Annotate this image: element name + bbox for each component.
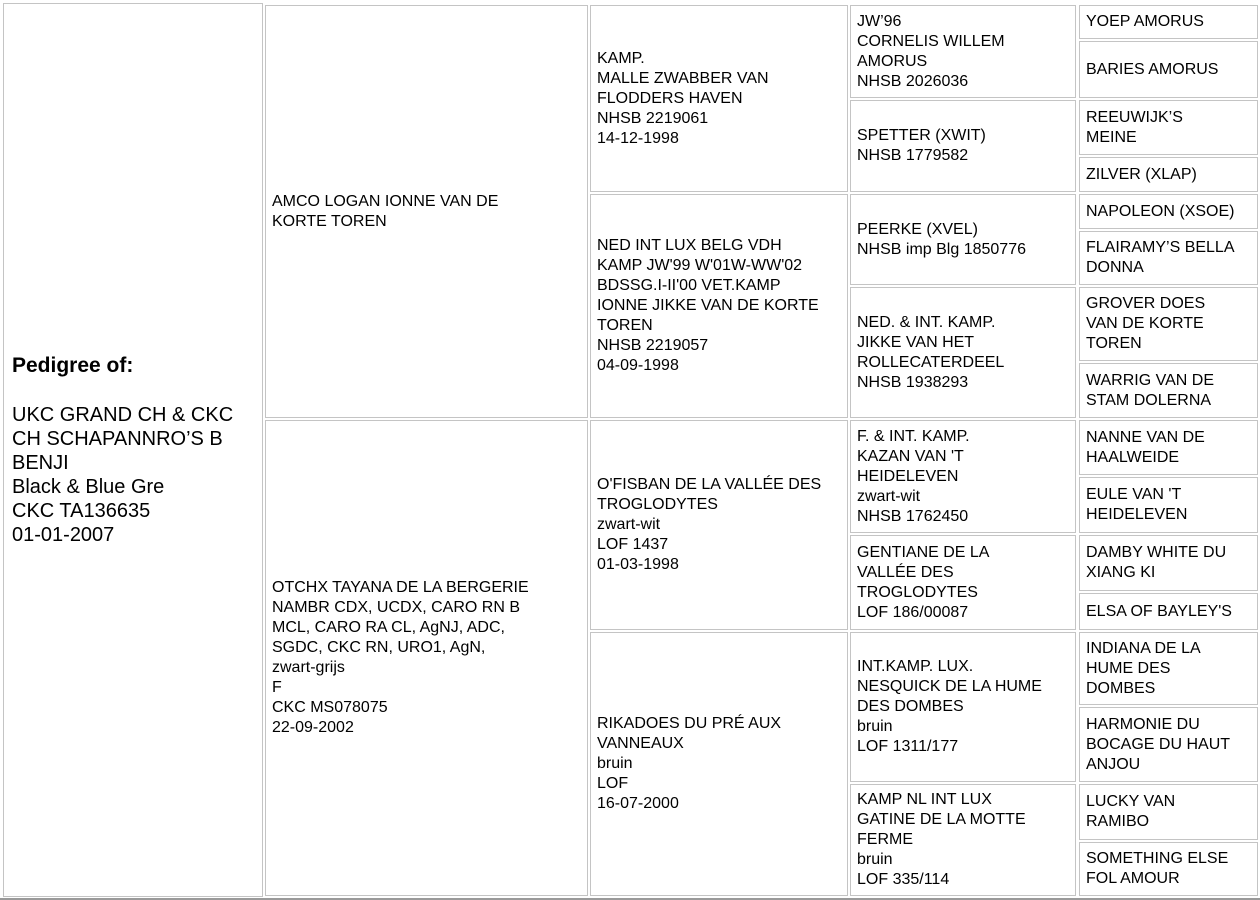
ancestor-line: HEIDELEVEN xyxy=(1086,506,1188,523)
ancestor-line: BDSSG.I-II'00 VET.KAMP xyxy=(597,277,781,294)
ancestor-line: DAMBY WHITE DU xyxy=(1086,544,1227,561)
ancestor-line: XIANG KI xyxy=(1086,564,1156,581)
ancestor-line: NHSB 2026036 xyxy=(857,72,969,90)
ancestor-line: ZILVER (XLAP) xyxy=(1086,165,1197,183)
great-grandparent-cell xyxy=(850,784,1076,896)
great-grandparent-cell xyxy=(850,5,1076,98)
ancestor-line: bruin xyxy=(857,718,893,735)
ancestor-line: NAPOLEON (XSOE) xyxy=(1086,202,1235,220)
ancestor-line: REEUWIJK’S xyxy=(1086,108,1183,126)
ancestor-line: NHSB 1762450 xyxy=(857,507,969,525)
ancestor-line: zwart-wit xyxy=(857,487,921,505)
pedigree-heading: Pedigree of: xyxy=(12,354,134,377)
ancestor-cell xyxy=(1079,784,1258,840)
ancestor-line: HAALWEIDE xyxy=(1086,448,1180,466)
subject-line: UKC GRAND CH & CKC xyxy=(12,404,234,426)
ancestor-line: TOREN xyxy=(597,317,653,334)
ancestor-line: LOF xyxy=(597,775,629,792)
ancestor-line: SPETTER (XWIT) xyxy=(857,127,986,144)
ancestor-line: KAZAN VAN 'T xyxy=(857,447,964,465)
ancestor-line: FOL AMOUR xyxy=(1086,870,1180,887)
ancestor-line: zwart-grijs xyxy=(272,659,345,676)
ancestor-line: zwart-wit xyxy=(597,516,661,533)
ancestor-line: SOMETHING ELSE xyxy=(1086,850,1229,867)
ancestor-line: MCL, CARO RA CL, AgNJ, ADC, xyxy=(272,619,505,636)
ancestor-line: TOREN xyxy=(1086,335,1142,352)
ancestor-line: ANJOU xyxy=(1086,755,1141,773)
great-grandparent-cell xyxy=(850,287,1076,418)
great-grandparent-cell xyxy=(850,535,1076,630)
ancestor-line: NED INT LUX BELG VDH xyxy=(597,237,782,254)
ancestor-line: PEERKE (XVEL) xyxy=(857,220,978,238)
ancestor-line: NAMBR CDX, UCDX, CARO RN B xyxy=(272,599,521,616)
grandparent-cell xyxy=(590,194,848,418)
ancestor-line: FERME xyxy=(857,831,913,848)
great-grandparent-cell xyxy=(850,100,1076,192)
ancestor-cell xyxy=(1079,157,1258,192)
ancestor-line: VANNEAUX xyxy=(597,735,684,752)
subject-line: BENJI xyxy=(12,452,69,474)
ancestor-line: DES DOMBES xyxy=(857,698,964,715)
ancestor-line: CKC MS078075 xyxy=(272,699,388,716)
ancestor-line: GENTIANE DE LA xyxy=(857,543,990,561)
ancestor-line: LOF 335/114 xyxy=(857,871,950,888)
ancestor-line: TROGLODYTES xyxy=(857,583,978,601)
ancestor-line: NED. & INT. KAMP. xyxy=(857,313,996,331)
ancestor-line: LUCKY VAN xyxy=(1086,793,1176,810)
ancestor-line: F xyxy=(272,679,282,696)
ancestor-line: 22-09-2002 xyxy=(272,719,354,736)
ancestor-line: MALLE ZWABBER VAN xyxy=(597,69,769,87)
ancestor-cell xyxy=(1079,194,1258,229)
ancestor-line: MEINE xyxy=(1086,128,1137,146)
ancestor-cell xyxy=(1079,842,1258,896)
great-grandparent-cell xyxy=(850,420,1076,533)
ancestor-line: F. & INT. KAMP. xyxy=(857,427,970,445)
subject-cell xyxy=(3,3,263,897)
ancestor-line: DOMBES xyxy=(1086,679,1156,697)
ancestor-cell xyxy=(1079,593,1258,630)
parent-cell xyxy=(265,420,588,896)
ancestor-line: AMCO LOGAN IONNE VAN DE xyxy=(272,192,499,210)
ancestor-line: NESQUICK DE LA HUME xyxy=(857,678,1042,695)
ancestor-line: GATINE DE LA MOTTE xyxy=(857,811,1026,828)
ancestor-line: IONNE JIKKE VAN DE KORTE xyxy=(597,297,819,314)
ancestor-cell xyxy=(1079,287,1258,361)
great-grandparent-cell xyxy=(850,632,1076,782)
ancestor-line: O'FISBAN DE LA VALLÉE DES xyxy=(597,476,822,493)
subject-line: 01-01-2007 xyxy=(12,524,115,546)
ancestor-cell xyxy=(1079,363,1258,418)
ancestor-line: KAMP. xyxy=(597,49,645,67)
ancestor-line: JW’96 xyxy=(857,12,902,30)
ancestor-line: OTCHX TAYANA DE LA BERGERIE xyxy=(272,579,529,596)
ancestor-cell xyxy=(1079,100,1258,155)
ancestor-line: WARRIG VAN DE xyxy=(1086,371,1215,389)
great-grandparent-cell xyxy=(850,194,1076,285)
subject-line: Black & Blue Gre xyxy=(12,476,165,498)
ancestor-line: JIKKE VAN HET xyxy=(857,333,975,351)
ancestor-line: LOF 1437 xyxy=(597,536,669,553)
ancestor-line: NHSB 1779582 xyxy=(857,147,969,164)
ancestor-line: GROVER DOES xyxy=(1086,295,1206,312)
ancestor-line: 16-07-2000 xyxy=(597,795,679,812)
ancestor-line: HARMONIE DU xyxy=(1086,715,1200,733)
ancestor-line: LOF 1311/177 xyxy=(857,738,959,755)
ancestor-line: SGDC, CKC RN, URO1, AgN, xyxy=(272,639,486,656)
ancestor-line: 01-03-1998 xyxy=(597,556,679,573)
ancestor-line: 14-12-1998 xyxy=(597,129,679,147)
ancestor-line: 04-09-1998 xyxy=(597,357,679,374)
ancestor-line: ROLLECATERDEEL xyxy=(857,353,1005,371)
ancestor-line: KORTE TOREN xyxy=(272,212,387,230)
ancestor-line: TROGLODYTES xyxy=(597,496,718,513)
subject-line: CKC TA136635 xyxy=(12,500,151,522)
grandparent-cell xyxy=(590,420,848,630)
ancestor-line: NHSB imp Blg 1850776 xyxy=(857,240,1026,258)
ancestor-line: BOCAGE DU HAUT xyxy=(1086,735,1231,753)
ancestor-line: EULE VAN 'T xyxy=(1086,486,1182,503)
ancestor-line: ELSA OF BAYLEY'S xyxy=(1086,602,1232,620)
ancestor-cell xyxy=(1079,707,1258,782)
ancestor-line: KAMP JW'99 W'01W-WW'02 xyxy=(597,257,803,274)
ancestor-line: bruin xyxy=(857,851,893,868)
ancestor-cell xyxy=(1079,5,1258,39)
ancestor-line: HEIDELEVEN xyxy=(857,467,959,485)
grandparent-cell xyxy=(590,5,848,192)
ancestor-line: DONNA xyxy=(1086,259,1144,276)
ancestor-line: BARIES AMORUS xyxy=(1086,60,1219,78)
ancestor-cell xyxy=(1079,477,1258,533)
ancestor-cell xyxy=(1079,41,1258,98)
ancestor-line: HUME DES xyxy=(1086,659,1171,677)
ancestor-line: AMORUS xyxy=(857,52,928,70)
ancestor-line: STAM DOLERNA xyxy=(1086,391,1212,409)
grandparent-cell xyxy=(590,632,848,896)
ancestor-line: NHSB 2219061 xyxy=(597,109,709,127)
ancestor-line: VALLÉE DES xyxy=(857,563,954,581)
ancestor-line: NHSB 1938293 xyxy=(857,373,969,391)
ancestor-line: CORNELIS WILLEM xyxy=(857,32,1005,50)
ancestor-line: KAMP NL INT LUX xyxy=(857,791,992,808)
parent-cell xyxy=(265,5,588,418)
subject-line: CH SCHAPANNRO’S B xyxy=(12,428,223,450)
ancestor-line: bruin xyxy=(597,755,633,772)
ancestor-line: NHSB 2219057 xyxy=(597,337,709,354)
ancestor-cell xyxy=(1079,231,1258,285)
ancestor-line: LOF 186/00087 xyxy=(857,603,969,621)
ancestor-line: YOEP AMORUS xyxy=(1086,13,1204,30)
ancestor-cell xyxy=(1079,535,1258,591)
ancestor-line: INT.KAMP. LUX. xyxy=(857,658,974,675)
ancestor-cell xyxy=(1079,632,1258,705)
ancestor-line: RIKADOES DU PRÉ AUX xyxy=(597,715,782,732)
ancestor-line: FLAIRAMY’S BELLA xyxy=(1086,239,1235,256)
ancestor-line: VAN DE KORTE xyxy=(1086,315,1204,332)
ancestor-line: NANNE VAN DE xyxy=(1086,428,1205,446)
ancestor-line: FLODDERS HAVEN xyxy=(597,89,743,107)
ancestor-line: RAMIBO xyxy=(1086,813,1150,830)
ancestor-cell xyxy=(1079,420,1258,475)
ancestor-line: INDIANA DE LA xyxy=(1086,639,1201,657)
